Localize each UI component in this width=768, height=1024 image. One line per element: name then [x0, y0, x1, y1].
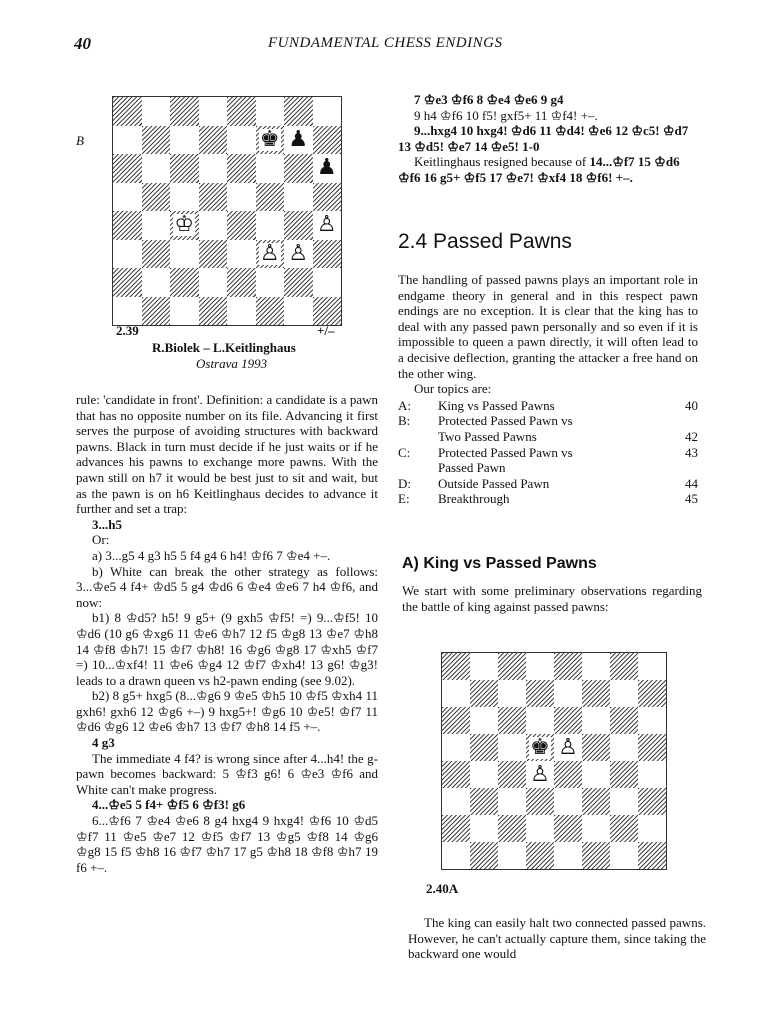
- chess-piece-g7: ♟: [288, 126, 309, 152]
- main-line-move: 4...♔e5 5 f4+ ♔f5 6 ♔f3! g6: [92, 797, 246, 813]
- topic-item: [398, 445, 698, 461]
- square-b1: [470, 842, 498, 869]
- running-header: FUNDAMENTAL CHESS ENDINGS: [268, 35, 503, 51]
- square-g6: [284, 154, 313, 183]
- chess-piece-e5: ♙: [558, 734, 578, 760]
- square-d2: [199, 268, 228, 297]
- paragraph: The king can easily halt two connected passed pawns. However, he can't actually capture them, since taking the backward one would: [408, 915, 706, 962]
- variation: b2) 8 g5+ hxg5 (8...♔g6 9 ♔e5 ♔h5 10 ♔f5 ♔xh4 11 gxh6! gxh6 12 ♔g6 +–) 9 hxg5+! ♔g6 10 ♔e5! ♔f7 11 ♔d6 ♔g6 12 ♔e6 ♔h7 13 ♔f7 ♔h8 14 f5 +–.: [76, 688, 378, 735]
- square-d3: [199, 240, 228, 269]
- square-c8: [170, 97, 199, 126]
- variation: b1) 8 ♔d5? h5! 9 g5+ (9 gxh5 ♔f5! =) 9...♔f5! 10 ♔d6 (10 g6 ♔xg6 11 ♔e6 ♔h7 12 f5 ♔g8 13 ♔e7 ♔h8 14 ♔f8 ♔h7! 15 ♔f7 ♔h8! 16 ♔g6 ♔g8 17 ♔xh5 ♔f7 =) 10...♔xf4! 11 ♔e6 ♔g4 12 ♔f7 ♔xh4! 13 g6! ♔g3! leads to a drawn queen vs h2-pawn ending (see 9.02).: [76, 610, 378, 688]
- square-a8: [113, 97, 142, 126]
- square-a2: [442, 815, 470, 842]
- topic-title: Protected Passed Pawn vs: [438, 413, 573, 429]
- right-column-moves: [398, 92, 698, 186]
- square-a8: [442, 653, 470, 680]
- resign-line: 14...♔f7 15 ♔d6 ♔f6 16 g5+ ♔f5 17 ♔e7! ♔xf4 18 ♔f6! +–.: [398, 154, 680, 185]
- topic-page: 45: [685, 491, 698, 507]
- square-d8: [526, 653, 554, 680]
- square-d4: [199, 211, 228, 240]
- square-e3: [554, 788, 582, 815]
- main-line-move: 9...hxg4 10 hxg4! ♔d6 11 ♔d4! ♔e6 12 ♔c5! ♔d7 13 ♔d5! ♔e7 14 ♔e5! 1-0: [398, 123, 689, 154]
- topics-intro: Our topics are:: [414, 381, 492, 397]
- square-g4: [610, 761, 638, 788]
- square-g5: [284, 183, 313, 212]
- square-d7: [199, 126, 228, 155]
- topic-item: [398, 476, 698, 492]
- main-line-move: 7 ♔e3 ♔f6 8 ♔e4 ♔e6 9 g4: [414, 92, 564, 107]
- square-f4: [256, 211, 285, 240]
- square-d5: [199, 183, 228, 212]
- subsection-intro: [402, 583, 702, 614]
- square-a4: [113, 211, 142, 240]
- topic-title: Two Passed Pawns: [438, 428, 537, 444]
- diagram-number: 2.40A: [426, 881, 459, 896]
- square-g8: [610, 653, 638, 680]
- square-h5: [313, 183, 342, 212]
- variation: 6...♔f6 7 ♔e4 ♔e6 8 g4 hxg4 9 hxg4! ♔f6 10 ♔d5 ♔f7 11 ♔e5 ♔e7 12 ♔f5 ♔f7 13 ♔g5 ♔f8 14 ♔g6 ♔g8 15 f5 ♔h8 16 ♔f7 ♔h7 17 g5 ♔h8 18 ♔f8 ♔h7 19 f6 +–.: [76, 813, 378, 875]
- left-column-text: [76, 392, 378, 875]
- square-e3: [227, 240, 256, 269]
- square-b7: [142, 126, 171, 155]
- square-b3: [142, 240, 171, 269]
- square-d2: [526, 815, 554, 842]
- square-c2: [498, 815, 526, 842]
- square-b7: [470, 680, 498, 707]
- square-c3: [170, 240, 199, 269]
- chess-piece-f3: ♙: [259, 240, 280, 266]
- square-f5: [582, 734, 610, 761]
- square-b5: [142, 183, 171, 212]
- square-h3: [638, 788, 666, 815]
- square-h1: [638, 842, 666, 869]
- square-c5: [170, 183, 199, 212]
- resign-text: Keitlinghaus resigned because of: [414, 154, 590, 170]
- topic-title: King vs Passed Pawns: [438, 397, 555, 413]
- square-g3: [284, 240, 313, 269]
- square-b2: [470, 815, 498, 842]
- square-a7: [113, 126, 142, 155]
- square-c4: [498, 761, 526, 788]
- diagram-evaluation: +/–: [317, 323, 335, 338]
- square-c6: [170, 154, 199, 183]
- square-h3: [313, 240, 342, 269]
- square-f8: [256, 97, 285, 126]
- square-a1: [442, 842, 470, 869]
- diagram-players: R.Biolek – L.Keitlinghaus: [152, 340, 296, 355]
- square-a6: [442, 707, 470, 734]
- square-c8: [498, 653, 526, 680]
- square-h7: [313, 126, 342, 155]
- square-h4: [638, 761, 666, 788]
- square-e8: [554, 653, 582, 680]
- chess-piece-h6: ♟: [316, 155, 337, 181]
- square-h1: [313, 297, 342, 326]
- square-g6: [610, 707, 638, 734]
- square-f1: [256, 297, 285, 326]
- paragraph: The immediate 4 f4? is wrong since after 4...h4! the g-pawn becomes backward: 5 ♔f3 g6! 6 ♔e3 ♔f6 and White can't make progress.: [76, 750, 378, 797]
- topic-page: [658, 413, 698, 429]
- square-h8: [638, 653, 666, 680]
- diagram-place: Ostrava 1993: [196, 356, 268, 371]
- topic-title: Passed Pawn: [438, 460, 506, 476]
- square-e4: [227, 211, 256, 240]
- topic-letter: [398, 429, 438, 445]
- topic-item: [398, 491, 698, 507]
- topic-title: Breakthrough: [438, 491, 510, 507]
- topic-title: Protected Passed Pawn vs: [438, 444, 573, 460]
- square-e7: [227, 126, 256, 155]
- square-c1: [498, 842, 526, 869]
- chess-piece-g3: ♙: [288, 240, 309, 266]
- topic-item: [398, 398, 698, 414]
- topic-page: 43: [685, 444, 698, 460]
- square-d4: [526, 761, 554, 788]
- square-a3: [113, 240, 142, 269]
- variation: a) 3...g5 4 g3 h5 5 f4 g4 6 h4! ♔f6 7 ♔e4 +–.: [92, 547, 331, 563]
- square-e8: [227, 97, 256, 126]
- square-b1: [142, 297, 171, 326]
- main-line-move: 4 g3: [92, 735, 115, 751]
- square-e2: [554, 815, 582, 842]
- square-h2: [313, 268, 342, 297]
- square-b6: [470, 707, 498, 734]
- square-h8: [313, 97, 342, 126]
- section-heading: 2.4 Passed Pawns: [398, 230, 572, 253]
- square-g8: [284, 97, 313, 126]
- square-f4: [582, 761, 610, 788]
- topic-letter: A:: [398, 397, 411, 413]
- topic-item: [398, 460, 698, 476]
- square-f5: [256, 183, 285, 212]
- topic-letter: B:: [398, 413, 411, 429]
- square-d5: [526, 734, 554, 761]
- square-e5: [554, 734, 582, 761]
- square-f2: [582, 815, 610, 842]
- topic-page: 42: [685, 428, 698, 444]
- paragraph: Or:: [92, 532, 110, 548]
- square-f3: [582, 788, 610, 815]
- side-to-move-label: B: [76, 133, 84, 148]
- square-g5: [610, 734, 638, 761]
- square-g1: [284, 297, 313, 326]
- square-g4: [284, 211, 313, 240]
- chess-piece-d4: ♙: [530, 761, 550, 787]
- square-g2: [610, 815, 638, 842]
- square-h6: [638, 707, 666, 734]
- square-f6: [582, 707, 610, 734]
- square-d8: [199, 97, 228, 126]
- square-g3: [610, 788, 638, 815]
- square-b6: [142, 154, 171, 183]
- square-f8: [582, 653, 610, 680]
- square-c3: [498, 788, 526, 815]
- paragraph: [398, 154, 698, 185]
- variation: b) White can break the other strategy as follows: 3...♔e5 4 f4+ ♔d5 5 g4 ♔d6 6 ♔e4 ♔e6 7 h4 ♔f6, and now:: [76, 563, 378, 610]
- square-e7: [554, 680, 582, 707]
- square-e6: [227, 154, 256, 183]
- section-intro: [398, 272, 698, 507]
- square-e6: [554, 707, 582, 734]
- square-h4: [313, 211, 342, 240]
- square-d1: [199, 297, 228, 326]
- subsection-heading: A) King vs Passed Pawns: [402, 555, 597, 572]
- square-f6: [256, 154, 285, 183]
- square-f2: [256, 268, 285, 297]
- square-e1: [554, 842, 582, 869]
- square-b8: [470, 653, 498, 680]
- chess-piece-h4: ♙: [316, 212, 337, 238]
- square-d6: [526, 707, 554, 734]
- topic-page: [658, 460, 698, 476]
- topic-letter: [398, 460, 438, 476]
- square-e2: [227, 268, 256, 297]
- square-g7: [610, 680, 638, 707]
- square-a5: [442, 734, 470, 761]
- chess-diagram-2-39: [112, 96, 342, 326]
- square-a1: [113, 297, 142, 326]
- topics-list: [398, 398, 698, 507]
- square-a6: [113, 154, 142, 183]
- topic-letter: C:: [398, 444, 411, 460]
- square-c7: [498, 680, 526, 707]
- square-c4: [170, 211, 199, 240]
- square-d1: [526, 842, 554, 869]
- topic-item: [398, 413, 698, 429]
- topic-page: 40: [685, 397, 698, 413]
- square-a2: [113, 268, 142, 297]
- diagram-number: 2.39: [116, 323, 139, 338]
- square-d6: [199, 154, 228, 183]
- square-a7: [442, 680, 470, 707]
- square-e4: [554, 761, 582, 788]
- topic-title: Outside Passed Pawn: [438, 475, 550, 491]
- square-a3: [442, 788, 470, 815]
- square-c2: [170, 268, 199, 297]
- square-c7: [170, 126, 199, 155]
- square-c5: [498, 734, 526, 761]
- main-line-move: 3...h5: [92, 516, 122, 532]
- square-g7: [284, 126, 313, 155]
- variation: 9 h4 ♔f6 10 f5! gxf5+ 11 ♔f4! +–.: [414, 107, 598, 123]
- closing-paragraph: [408, 915, 706, 962]
- square-b3: [470, 788, 498, 815]
- square-h2: [638, 815, 666, 842]
- chess-piece-d5: ♚: [530, 734, 550, 760]
- topic-letter: E:: [398, 491, 410, 507]
- square-h6: [313, 154, 342, 183]
- square-b2: [142, 268, 171, 297]
- square-e5: [227, 183, 256, 212]
- square-a4: [442, 761, 470, 788]
- square-b5: [470, 734, 498, 761]
- square-b4: [470, 761, 498, 788]
- square-a5: [113, 183, 142, 212]
- square-f1: [582, 842, 610, 869]
- paragraph: The handling of passed pawns plays an important role in endgame theory in general and in this respect pawn endings are no exception. It is clear that the king has to deal with any passed pawn personally and so even if it is impossible to queen a pawn directly, it will often lead to a decisive deflection, granting the attacker a free hand on the other wing.: [398, 272, 698, 381]
- square-e1: [227, 297, 256, 326]
- chess-diagram-2-40a: [441, 652, 667, 870]
- square-f7: [256, 126, 285, 155]
- chess-piece-f7: ♚: [259, 126, 280, 152]
- paragraph: rule: 'candidate in front'. Definition: a candidate is a pawn that has no opposite number on its file. Advancing it first serves the purpose of avoiding structures with backward pawns. Black in turn must decide if he just waits or if he advances his pawns to exchange more pawns. With the pawn still on h7 it would be best just to sit and wait, but as the pawn is on h6 Keitlinghaus decides to advance it further and set a trap:: [76, 392, 378, 517]
- square-h5: [638, 734, 666, 761]
- topic-letter: D:: [398, 475, 411, 491]
- paragraph: We start with some preliminary observations regarding the battle of king against passed pawns:: [402, 583, 702, 614]
- square-g2: [284, 268, 313, 297]
- topic-page: 44: [685, 475, 698, 491]
- square-f3: [256, 240, 285, 269]
- square-g1: [610, 842, 638, 869]
- chess-piece-c4: ♔: [174, 212, 195, 238]
- square-d7: [526, 680, 554, 707]
- square-d3: [526, 788, 554, 815]
- square-c6: [498, 707, 526, 734]
- page-number: 40: [74, 34, 91, 53]
- square-f7: [582, 680, 610, 707]
- square-b8: [142, 97, 171, 126]
- square-c1: [170, 297, 199, 326]
- topic-item: [398, 429, 698, 445]
- square-h7: [638, 680, 666, 707]
- square-b4: [142, 211, 171, 240]
